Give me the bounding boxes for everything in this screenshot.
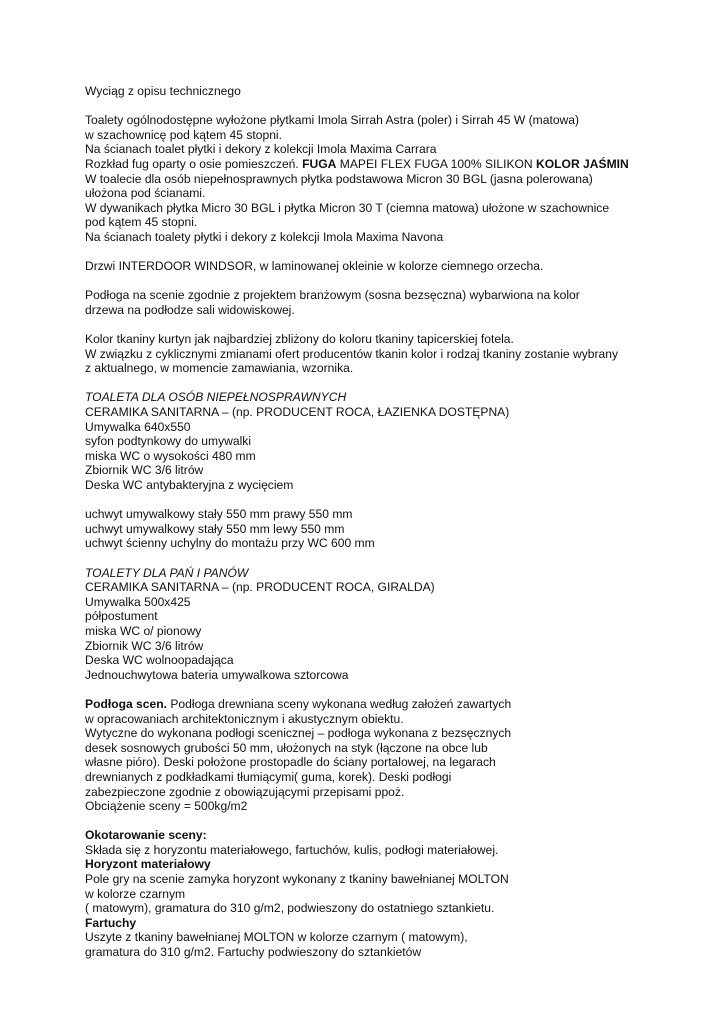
tiles-line-5: W toalecie dla osób niepełnosprawnych płytka podstawowa Micron 30 BGL (jasna polerowana) <box>85 171 593 186</box>
stage-floor-first-line <box>85 697 685 712</box>
list-item: miska WC o/ pionowy <box>85 623 202 638</box>
spacer <box>85 99 685 114</box>
tiles-line-7: W dywanikach płytka Micro 30 BGL i płytka Micron 30 T (ciemna matowa) ułożone w szachownice <box>85 200 610 215</box>
horizon-heading: Horyzont materiałowy <box>85 857 211 872</box>
document-title: Wyciąg z opisu technicznego <box>85 84 241 98</box>
grout-text-c: MAPEI FLEX FUGA 100% SILIKON <box>336 156 537 171</box>
list-item: miska WC o wysokości 480 mm <box>85 448 256 463</box>
list-item: Deska WC wolnoopadająca <box>85 653 234 668</box>
tiles-line-6: ułożona pod ścianami. <box>85 186 206 201</box>
stage-floor-heading: Podłoga scen. <box>85 696 167 711</box>
paragraph-line: Pole gry na scenie zamyka horyzont wykonany z tkaniny bawełnianej MOLTON <box>85 872 509 887</box>
stage-drapery-intro: Składa się z horyzontu materiałowego, fartuchów, kulis, podłogi materiałowej. <box>85 842 499 857</box>
list-item: Jednouchwytowa bateria umywalkowa sztorcowa <box>85 667 349 682</box>
list-item: Zbiornik WC 3/6 litrów <box>85 463 204 478</box>
list-item: Deska WC antybakteryjna z wycięciem <box>85 478 294 493</box>
paragraph-line: desek sosnowych grubości 50 mm, ułożonych na styk (łączone na obce lub <box>85 740 488 755</box>
paragraph-line: w kolorze czarnym <box>85 886 186 901</box>
accessible-toilet-heading: TOALETA DLA OSÓB NIEPEŁNOSPRAWNYCH <box>85 390 347 405</box>
paragraph-line: ( matowym), gramatura do 310 g/m2, podwieszony do ostatniego sztankietu. <box>85 901 495 916</box>
floor-line-2: drzewa na podłodze sali widowiskowej. <box>85 302 295 317</box>
list-item: uchwyt umywalkowy stały 550 mm prawy 550 mm <box>85 507 353 522</box>
spacer <box>85 318 685 333</box>
list-item: półpostument <box>85 609 158 624</box>
list-item: CERAMIKA SANITARNA – (np. PRODUCENT ROCA, GIRALDA) <box>85 580 435 595</box>
grout-color: KOLOR JAŚMIN <box>536 156 629 171</box>
tiles-section <box>85 113 685 244</box>
paragraph-line: zabezpieczone zgodnie z obowiązującymi przepisami ppoż. <box>85 784 405 799</box>
list-item: Zbiornik WC 3/6 litrów <box>85 638 204 653</box>
list-item: uchwyt umywalkowy stały 550 mm lewy 550 mm <box>85 521 345 536</box>
paragraph-line: Wytyczne do wykonana podłogi scenicznej – podłoga wykonana z bezsęcznych <box>85 726 512 741</box>
list-item: syfon podtynkowy do umywalki <box>85 434 252 449</box>
spacer <box>85 274 685 289</box>
curtain-line-2: W związku z cyklicznymi zmianami ofert producentów tkanin kolor i rodzaj tkaniny zostanie wybrany <box>85 346 618 361</box>
curtain-line-3: z aktualnego, w momencie zamawiania, wzornika. <box>85 361 354 376</box>
curtain-line-1: Kolor tkaniny kurtyn jak najbardziej zbliżony do koloru tkaniny tapicerskiej fotela. <box>85 332 514 347</box>
list-item: CERAMIKA SANITARNA – (np. PRODUCENT ROCA, ŁAZIENKA DOSTĘPNA) <box>85 405 510 420</box>
spacer <box>85 682 685 697</box>
paragraph-line: gramatura do 310 g/m2. Fartuchy podwieszony do sztankietów <box>85 945 422 960</box>
spacer <box>85 376 685 391</box>
tiles-line-8: pod kątem 45 stopni. <box>85 215 198 230</box>
stage-floor-text: Podłoga drewniana sceny wykonana według założeń zawartych <box>167 696 512 711</box>
stage-floor-section <box>85 697 685 814</box>
tiles-line-3: Na ścianach toalet płytki i dekory z kolekcji Imola Maxima Carrara <box>85 142 437 157</box>
paragraph-line: w opracowaniach architektonicznym i akustycznym obiektu. <box>85 711 404 726</box>
paragraph-line: Obciążenie sceny = 500kg/m2 <box>85 799 248 814</box>
tiles-line-1: Toalety ogólnodostępne wyłożone płytkami Imola Sirrah Astra (poler) i Sirrah 45 W (matowa) <box>85 113 580 128</box>
tiles-line-2: w szachownicę pod kątem 45 stopni. <box>85 127 282 142</box>
spacer <box>85 814 685 829</box>
list-item: Umywalka 640x550 <box>85 419 191 434</box>
document-body <box>85 84 685 960</box>
spacer <box>85 245 685 260</box>
list-item: Umywalka 500x425 <box>85 594 191 609</box>
curtain-section <box>85 332 685 376</box>
doors-line: Drzwi INTERDOOR WINDSOR, w laminowanej okleinie w kolorze ciemnego orzecha. <box>85 259 544 274</box>
paragraph-line: własne pióro). Deski położone prostopadle do ściany portalowej, na legarach <box>85 755 496 770</box>
grout-text-a: Rozkład fug oparty o osie pomieszczeń. <box>85 156 303 171</box>
aprons-heading: Fartuchy <box>85 915 137 930</box>
general-toilets-heading: TOALETY DLA PAŃ I PANÓW <box>85 565 249 580</box>
grout-label: FUGA <box>302 156 337 171</box>
general-toilets-section <box>85 566 685 683</box>
stage-drapery-heading: Okotarowanie sceny: <box>85 828 207 843</box>
paragraph-line: Uszyte z tkaniny bawełnianej MOLTON w kolorze czarnym ( matowym), <box>85 930 468 945</box>
floor-section <box>85 288 685 317</box>
spacer <box>85 493 685 508</box>
stage-drapery-section <box>85 828 685 959</box>
grout-line <box>85 157 685 172</box>
accessible-toilet-section <box>85 390 685 551</box>
list-item: uchwyt ścienny uchylny do montażu przy WC 600 mm <box>85 536 375 551</box>
tiles-line-9: Na ścianach toalety płytki i dekory z kolekcji Imola Maxima Navona <box>85 229 444 244</box>
floor-line-1: Podłoga na scenie zgodnie z projektem branżowym (sosna bezsęczna) wybarwiona na kolor <box>85 288 580 303</box>
paragraph-line: drewnianych z podkładkami tłumiącymi( guma, korek). Deski podłogi <box>85 769 452 784</box>
spacer <box>85 551 685 566</box>
